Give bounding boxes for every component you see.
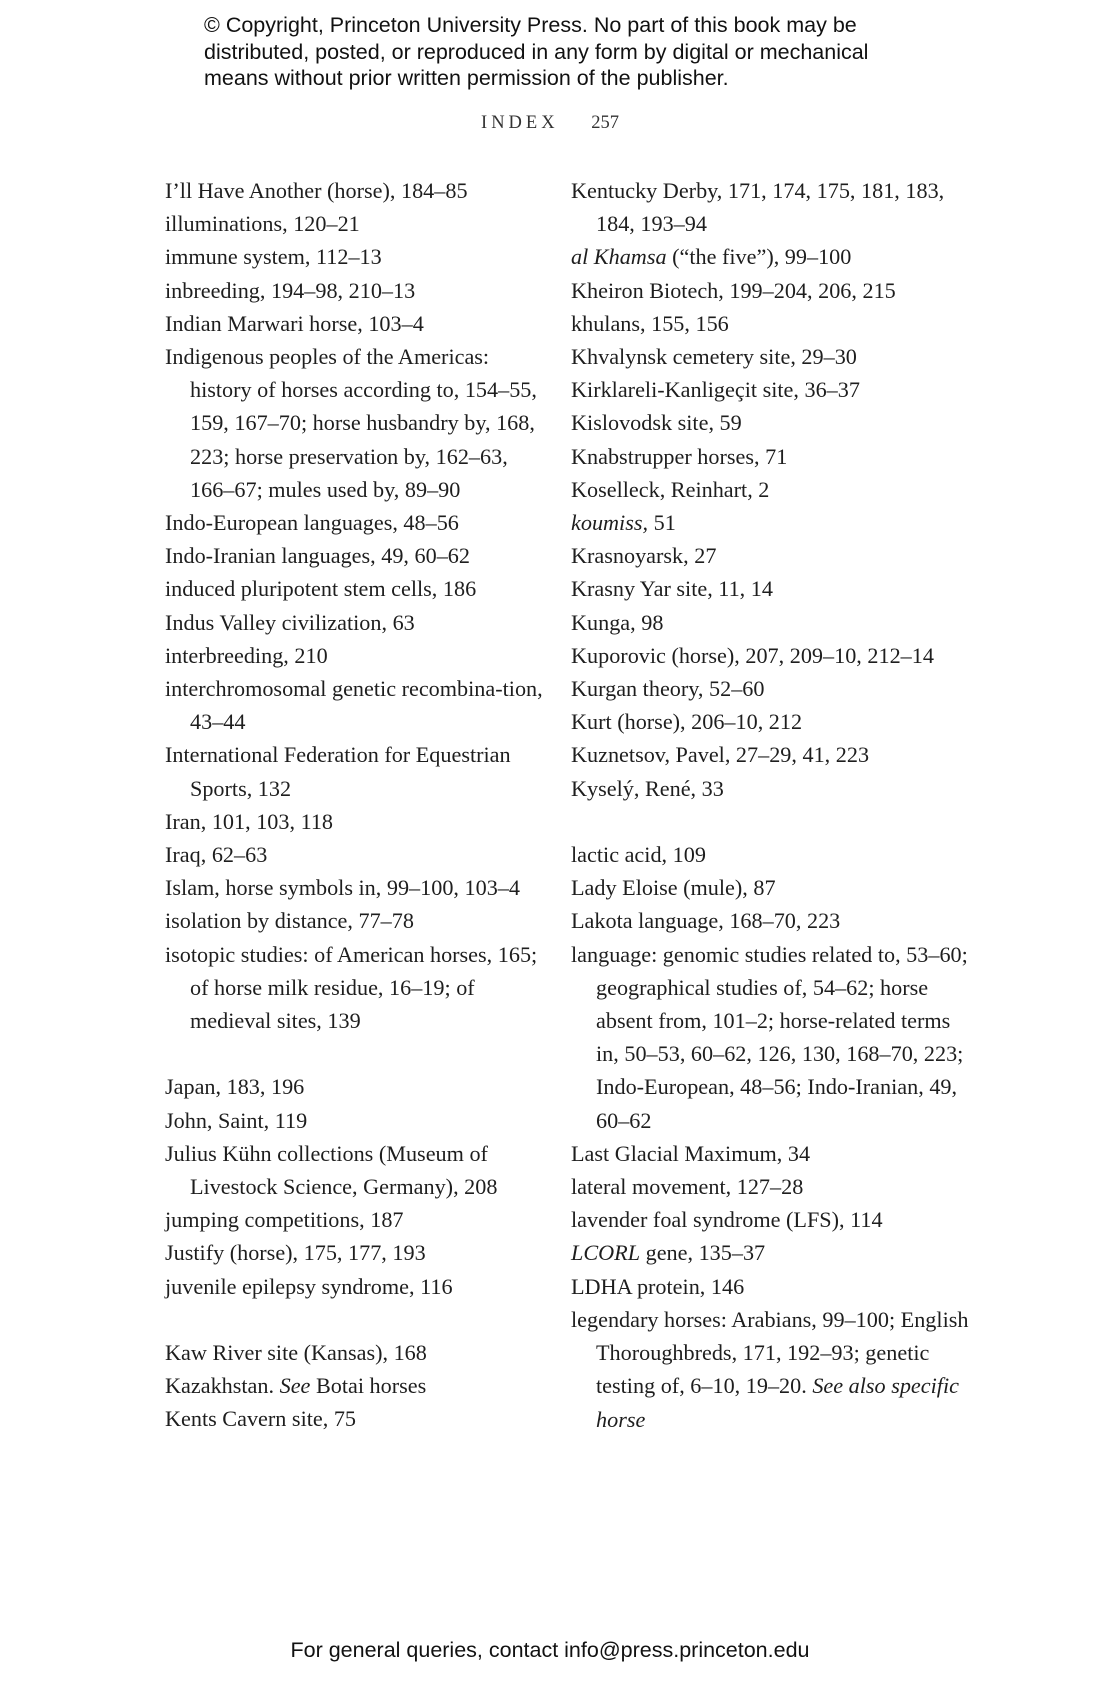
index-entry-text: Krasnoyarsk, 27 <box>571 543 717 569</box>
index-entry <box>571 1170 971 1203</box>
index-entry <box>571 307 971 340</box>
index-entry-text: See also specific horse <box>596 1373 959 1432</box>
index-entry-text: Knabstrupper horses, 71 <box>571 443 788 469</box>
index-entry <box>165 838 555 871</box>
index-entry-text: Kurgan theory, 52–60 <box>571 676 765 702</box>
index-column-left <box>165 174 555 1436</box>
index-entry-text: khulans, 155, 156 <box>571 310 729 336</box>
index-entry-text: Kyselý, René, 33 <box>571 775 724 801</box>
index-entry <box>165 572 555 605</box>
index-entry <box>571 406 971 439</box>
index-entry-text: LCORL <box>571 1240 641 1266</box>
index-entry-text: Kents Cavern site, 75 <box>165 1406 357 1432</box>
index-entry-text: isolation by distance, 77–78 <box>165 908 414 934</box>
index-entry-text: Kuporovic (horse), 207, 209–10, 212–14 <box>571 642 934 668</box>
index-entry-text: Indigenous peoples of the Americas: history of horses according to, 154–55, 159, 167–70; horse husbandry by, 168, 223; horse preservation by, 162–63, 166–67; mules used by, 89–90 <box>165 344 537 502</box>
index-entry <box>165 1402 555 1435</box>
index-entry <box>165 207 555 240</box>
index-entry-text: Lady Eloise (mule), 87 <box>571 875 776 901</box>
copyright-notice: © Copyright, Princeton University Press. No part of this book may be distributed, posted, or reproduced in any form by digital or mechanical means without prior written permission of the publisher. <box>204 13 869 90</box>
index-entry <box>571 572 971 605</box>
index-entry <box>571 639 971 672</box>
index-entry-text: Koselleck, Reinhart, 2 <box>571 476 770 502</box>
index-entry-text: Kislovodsk site, 59 <box>571 410 742 436</box>
index-column-right <box>571 174 971 1436</box>
index-entry <box>165 1270 555 1303</box>
index-entry <box>571 838 971 871</box>
index-entry-text: Kazakhstan. <box>165 1373 280 1399</box>
index-entry <box>165 738 555 804</box>
index-entry-text: (“the five”), 99–100 <box>666 244 852 270</box>
index-entry <box>165 1070 555 1103</box>
index-entry-text: Iraq, 62–63 <box>165 842 268 868</box>
index-entry <box>571 738 971 771</box>
index-entry-text: Indus Valley civilization, 63 <box>165 609 415 635</box>
index-entry-text: Kuznetsov, Pavel, 27–29, 41, 223 <box>571 742 870 768</box>
index-entry-text: Kirklareli-Kanligeçit site, 36–37 <box>571 377 860 403</box>
index-entry-text: induced pluripotent stem cells, 186 <box>165 576 477 602</box>
index-entry <box>165 606 555 639</box>
index-entry-text: John, Saint, 119 <box>165 1107 308 1133</box>
index-entry-text: jumping competitions, 187 <box>165 1207 404 1233</box>
footer-contact: For general queries, contact info@press.princeton.edu <box>290 1638 810 1662</box>
index-entry-text: Japan, 183, 196 <box>165 1074 305 1100</box>
index-entry <box>165 1369 555 1402</box>
index-entry-text: International Federation for Equestrian Sports, 132 <box>165 742 511 801</box>
index-entry <box>165 1104 555 1137</box>
running-head-label: INDEX <box>481 113 559 133</box>
page-number: 257 <box>591 113 619 133</box>
index-entry <box>165 174 555 207</box>
index-entry <box>571 772 971 805</box>
index-entry <box>571 340 971 373</box>
index-entry <box>165 871 555 904</box>
index-entry-text: I’ll Have Another (horse), 184–85 <box>165 178 468 203</box>
index-entry <box>571 240 971 273</box>
index-entry <box>571 506 971 539</box>
index-entry <box>165 307 555 340</box>
index-entry <box>571 904 971 937</box>
index-entry-text: Kaw River site (Kansas), 168 <box>165 1340 427 1366</box>
index-entry-text: interchromosomal genetic recombina-tion, 43–44 <box>165 676 543 735</box>
index-entry <box>571 871 971 904</box>
index-entry-text: Last Glacial Maximum, 34 <box>571 1140 811 1166</box>
index-entry-text: al Khamsa <box>571 244 667 270</box>
index-entry <box>165 1203 555 1236</box>
index-entry <box>571 1236 971 1269</box>
index-entry-text: Julius Kühn collections (Museum of Livestock Science, Germany), 208 <box>165 1140 498 1200</box>
index-entry-text: interbreeding, 210 <box>165 642 328 668</box>
index-entry <box>165 340 555 506</box>
index-entry-text: illuminations, 120–21 <box>165 211 360 237</box>
index-entry <box>165 240 555 273</box>
index-entry <box>571 1203 971 1236</box>
index-entry <box>165 539 555 572</box>
index-entry-text: Krasny Yar site, 11, 14 <box>571 576 773 602</box>
index-entry <box>571 539 971 572</box>
index-entry-text: Botai horses <box>310 1373 427 1399</box>
index-entry-text: Kunga, 98 <box>571 609 664 635</box>
index-entry-text: inbreeding, 194–98, 210–13 <box>165 277 416 303</box>
index-entry-text: gene, 135–37 <box>640 1240 766 1266</box>
index-entry-text: LDHA protein, 146 <box>571 1273 745 1299</box>
index-entry <box>165 938 555 1038</box>
index-entry-text: Indo-European languages, 48–56 <box>165 510 459 536</box>
index-entry <box>165 506 555 539</box>
index-entry <box>571 705 971 738</box>
index-entry-text: koumiss, <box>571 510 649 536</box>
index-entry <box>165 904 555 937</box>
index-entry-text: legendary horses: Arabians, 99–100; English Thoroughbreds, 171, 192–93; genetic testing of, 6–10, 19–20. <box>571 1306 969 1399</box>
index-entry-text: Kurt (horse), 206–10, 212 <box>571 709 803 735</box>
index-entry <box>571 1137 971 1170</box>
index-entry-text: Kentucky Derby, 171, 174, 175, 181, 183, 184, 193–94 <box>571 178 945 237</box>
index-entry <box>165 1336 555 1369</box>
index-entry-text: See <box>279 1373 311 1399</box>
index-entry <box>165 1137 555 1203</box>
index-entry <box>571 672 971 705</box>
index-entry <box>571 174 971 240</box>
index-entry-text: Indo-Iranian languages, 49, 60–62 <box>165 543 470 569</box>
index-entry-text: lactic acid, 109 <box>571 842 706 868</box>
index-entry <box>165 805 555 838</box>
index-entry <box>165 1236 555 1269</box>
index-entry <box>571 938 971 1137</box>
index-entry-text: 51 <box>648 510 676 536</box>
index-entry-text: Indian Marwari horse, 103–4 <box>165 310 424 336</box>
index-entry <box>165 274 555 307</box>
index-entry-text: Lakota language, 168–70, 223 <box>571 908 841 934</box>
index-entry <box>571 274 971 307</box>
index-entry <box>571 440 971 473</box>
index-entry-text: juvenile epilepsy syndrome, 116 <box>165 1273 453 1299</box>
index-entry <box>571 1303 971 1436</box>
index-entry-text: isotopic studies: of American horses, 165; of horse milk residue, 16–19; of medieval sites, 139 <box>165 941 538 1034</box>
index-entry <box>571 606 971 639</box>
index-entry-text: Justify (horse), 175, 177, 193 <box>165 1240 426 1266</box>
index-entry-text: language: genomic studies related to, 53–60; geographical studies of, 54–62; horse absent from, 101–2; horse-related terms in, 50–53, 60–62, 126, 130, 168–70, 223; Indo-European, 48–56; Indo-Iranian, 49, 60–62 <box>571 941 968 1133</box>
index-entry-text: Khvalynsk cemetery site, 29–30 <box>571 344 857 370</box>
index-entry-text: immune system, 112–13 <box>165 244 382 270</box>
index-entry <box>165 639 555 672</box>
index-entry-text: lavender foal syndrome (LFS), 114 <box>571 1207 883 1233</box>
index-entry <box>571 473 971 506</box>
index-entry <box>165 672 555 738</box>
index-entry-text: Iran, 101, 103, 118 <box>165 808 334 834</box>
running-head <box>0 113 1100 134</box>
index-entry-text: Islam, horse symbols in, 99–100, 103–4 <box>165 875 520 901</box>
index-entry <box>571 1270 971 1303</box>
index-entry-text: lateral movement, 127–28 <box>571 1174 804 1200</box>
index-entry-text: Kheiron Biotech, 199–204, 206, 215 <box>571 277 896 303</box>
index-entry <box>571 373 971 406</box>
